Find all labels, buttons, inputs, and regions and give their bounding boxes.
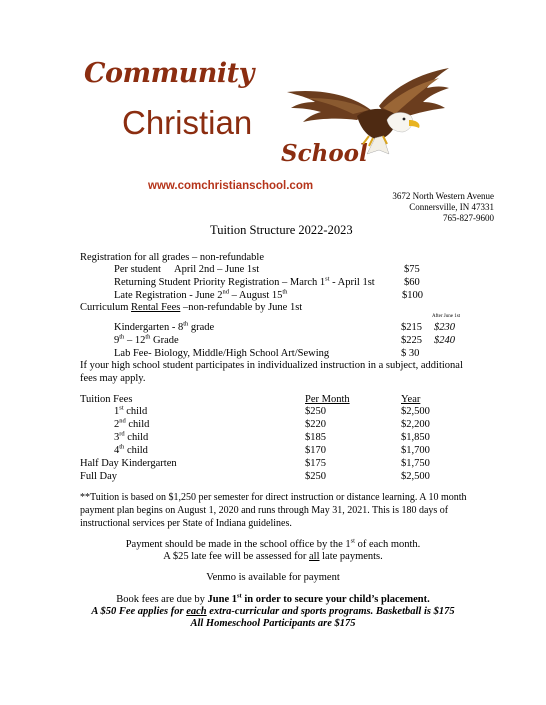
grades-9-12-after-amount: $240	[434, 335, 455, 346]
payment-due-note: Payment should be made in the school office by the 1st of each month.	[125, 537, 421, 550]
returning-registration-label: Returning Student Priority Registration – March 1st - April 1st	[114, 275, 375, 288]
full-day-year: $2,500	[401, 471, 430, 482]
per-student-amount: $75	[404, 264, 420, 275]
tuition-row-label: 4th child	[114, 443, 148, 456]
tuition-row-year: $2,200	[401, 419, 430, 430]
tuition-row-year: $1,700	[401, 445, 430, 456]
tuition-row-year: $2,500	[401, 406, 430, 417]
venmo-note: Venmo is available for payment	[206, 572, 340, 583]
registration-heading: Registration for all grades – non-refundable	[80, 252, 264, 263]
tuition-row-year: $1,850	[401, 432, 430, 443]
tuition-note-line3: instructional services per State of Indiana guidelines.	[80, 518, 292, 529]
tuition-row-month: $250	[305, 406, 326, 417]
page-title: Tuition Structure 2022-2023	[210, 223, 353, 237]
tuition-row-label: 3rd child	[114, 430, 149, 443]
tuition-row-month: $170	[305, 445, 326, 456]
logo-school-text: School	[281, 140, 368, 167]
year-header: Year	[401, 394, 421, 405]
lab-fee-amount: $ 30	[401, 348, 420, 359]
per-month-header: Per Month	[305, 394, 350, 405]
tuition-row-month: $220	[305, 419, 326, 430]
extracurricular-fee-note: A $50 Fee applies for each extra-curricular and sports programs. Basketball is $175	[91, 606, 455, 617]
tuition-heading: Tuition Fees	[80, 394, 133, 405]
address-line1: 3672 North Western Avenue	[392, 191, 494, 201]
after-june-note: After June 1st	[432, 314, 461, 319]
kindergarten-8th-amount: $215	[401, 322, 422, 333]
returning-registration-amount: $60	[404, 277, 420, 288]
half-day-kindergarten-year: $1,750	[401, 458, 430, 469]
full-day-month: $250	[305, 471, 326, 482]
kindergarten-8th-label: Kindergarten - 8th grade	[114, 320, 215, 333]
grades-9-12-label: 9th – 12th Grade	[114, 333, 179, 346]
per-student-dates: April 2nd – June 1st	[174, 264, 260, 275]
tuition-row-month: $185	[305, 432, 326, 443]
tuition-row-label: 2nd child	[114, 417, 150, 430]
late-registration-label: Late Registration - June 2nd – August 15th	[114, 288, 288, 301]
curriculum-heading: Curriculum Rental Fees –non-refundable by June 1st	[80, 302, 303, 313]
phone-number: 765-827-9600	[443, 213, 494, 223]
tuition-note-line2: payment plan begins on August 1, 2020 and runs through May 31, 2021. This is 180 days of	[80, 505, 449, 516]
eagle-logo-icon	[283, 66, 453, 156]
website-link[interactable]: www.comchristianschool.com	[148, 180, 314, 192]
book-fees-note: Book fees are due by June 1st in order to secure your child’s placement.	[116, 592, 430, 605]
logo-christian-text: Christian	[122, 104, 253, 141]
individualized-note-line1: If your high school student participates in individualized instruction in a subject, additional	[80, 360, 463, 371]
half-day-kindergarten-label: Half Day Kindergarten	[80, 458, 177, 469]
kindergarten-8th-after-amount: $230	[434, 322, 455, 333]
per-student-label: Per student	[114, 264, 161, 275]
half-day-kindergarten-month: $175	[305, 458, 326, 469]
late-fee-note: A $25 late fee will be assessed for all late payments.	[163, 551, 383, 562]
individualized-note-line2: fees may apply.	[80, 373, 146, 384]
grades-9-12-amount: $225	[401, 335, 422, 346]
tuition-row-label: 1st child	[114, 404, 148, 417]
homeschool-fee-note: All Homeschool Participants are $175	[190, 618, 356, 629]
late-registration-amount: $100	[402, 290, 423, 301]
logo-community-text: Community	[84, 58, 254, 89]
tuition-note-line1: **Tuition is based on $1,250 per semester for direct instruction or distance learning. A 10 month	[80, 492, 467, 503]
address-line2: Connersville, IN 47331	[409, 202, 494, 212]
full-day-label: Full Day	[80, 471, 118, 482]
lab-fee-label: Lab Fee- Biology, Middle/High School Art/Sewing	[114, 348, 330, 359]
